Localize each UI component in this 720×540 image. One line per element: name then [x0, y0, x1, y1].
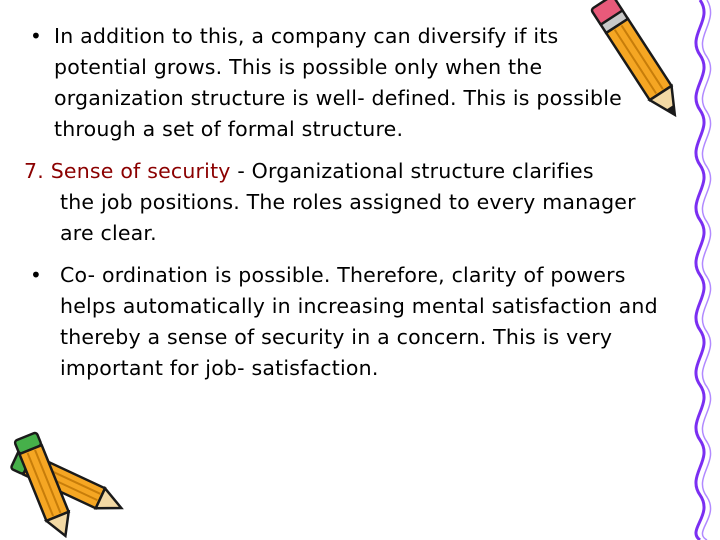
item-number: 7. [24, 159, 44, 183]
paragraph-line: organization structure is well- defined. This is possible [54, 86, 622, 110]
item7-first-line [24, 156, 594, 187]
crossed-pencils-icon [0, 428, 140, 538]
item7-continuation [60, 187, 636, 249]
bullet-paragraph-1 [54, 21, 622, 145]
paragraph-line: are clear. [60, 221, 157, 245]
paragraph-line: thereby a sense of security in a concern. This is very [60, 325, 613, 349]
heading-description: - Organizational structure clarifies [230, 159, 594, 183]
paragraph-line: potential grows. This is possible only when the [54, 55, 543, 79]
paragraph-line: Co- ordination is possible. Therefore, clarity of powers [60, 263, 626, 287]
bullet-paragraph-2 [60, 260, 658, 384]
numbered-item-7 [24, 156, 594, 187]
bullet-marker: • [30, 24, 42, 48]
paragraph-line: important for job- satisfaction. [60, 356, 379, 380]
paragraph-line: the job positions. The roles assigned to every manager [60, 190, 636, 214]
paragraph-line: In addition to this, a company can diversify if its [54, 24, 559, 48]
paragraph-line: helps automatically in increasing mental satisfaction and [60, 294, 658, 318]
paragraph-line: through a set of formal structure. [54, 117, 404, 141]
bullet-marker: • [30, 263, 42, 287]
section-heading: Sense of security [50, 159, 231, 183]
